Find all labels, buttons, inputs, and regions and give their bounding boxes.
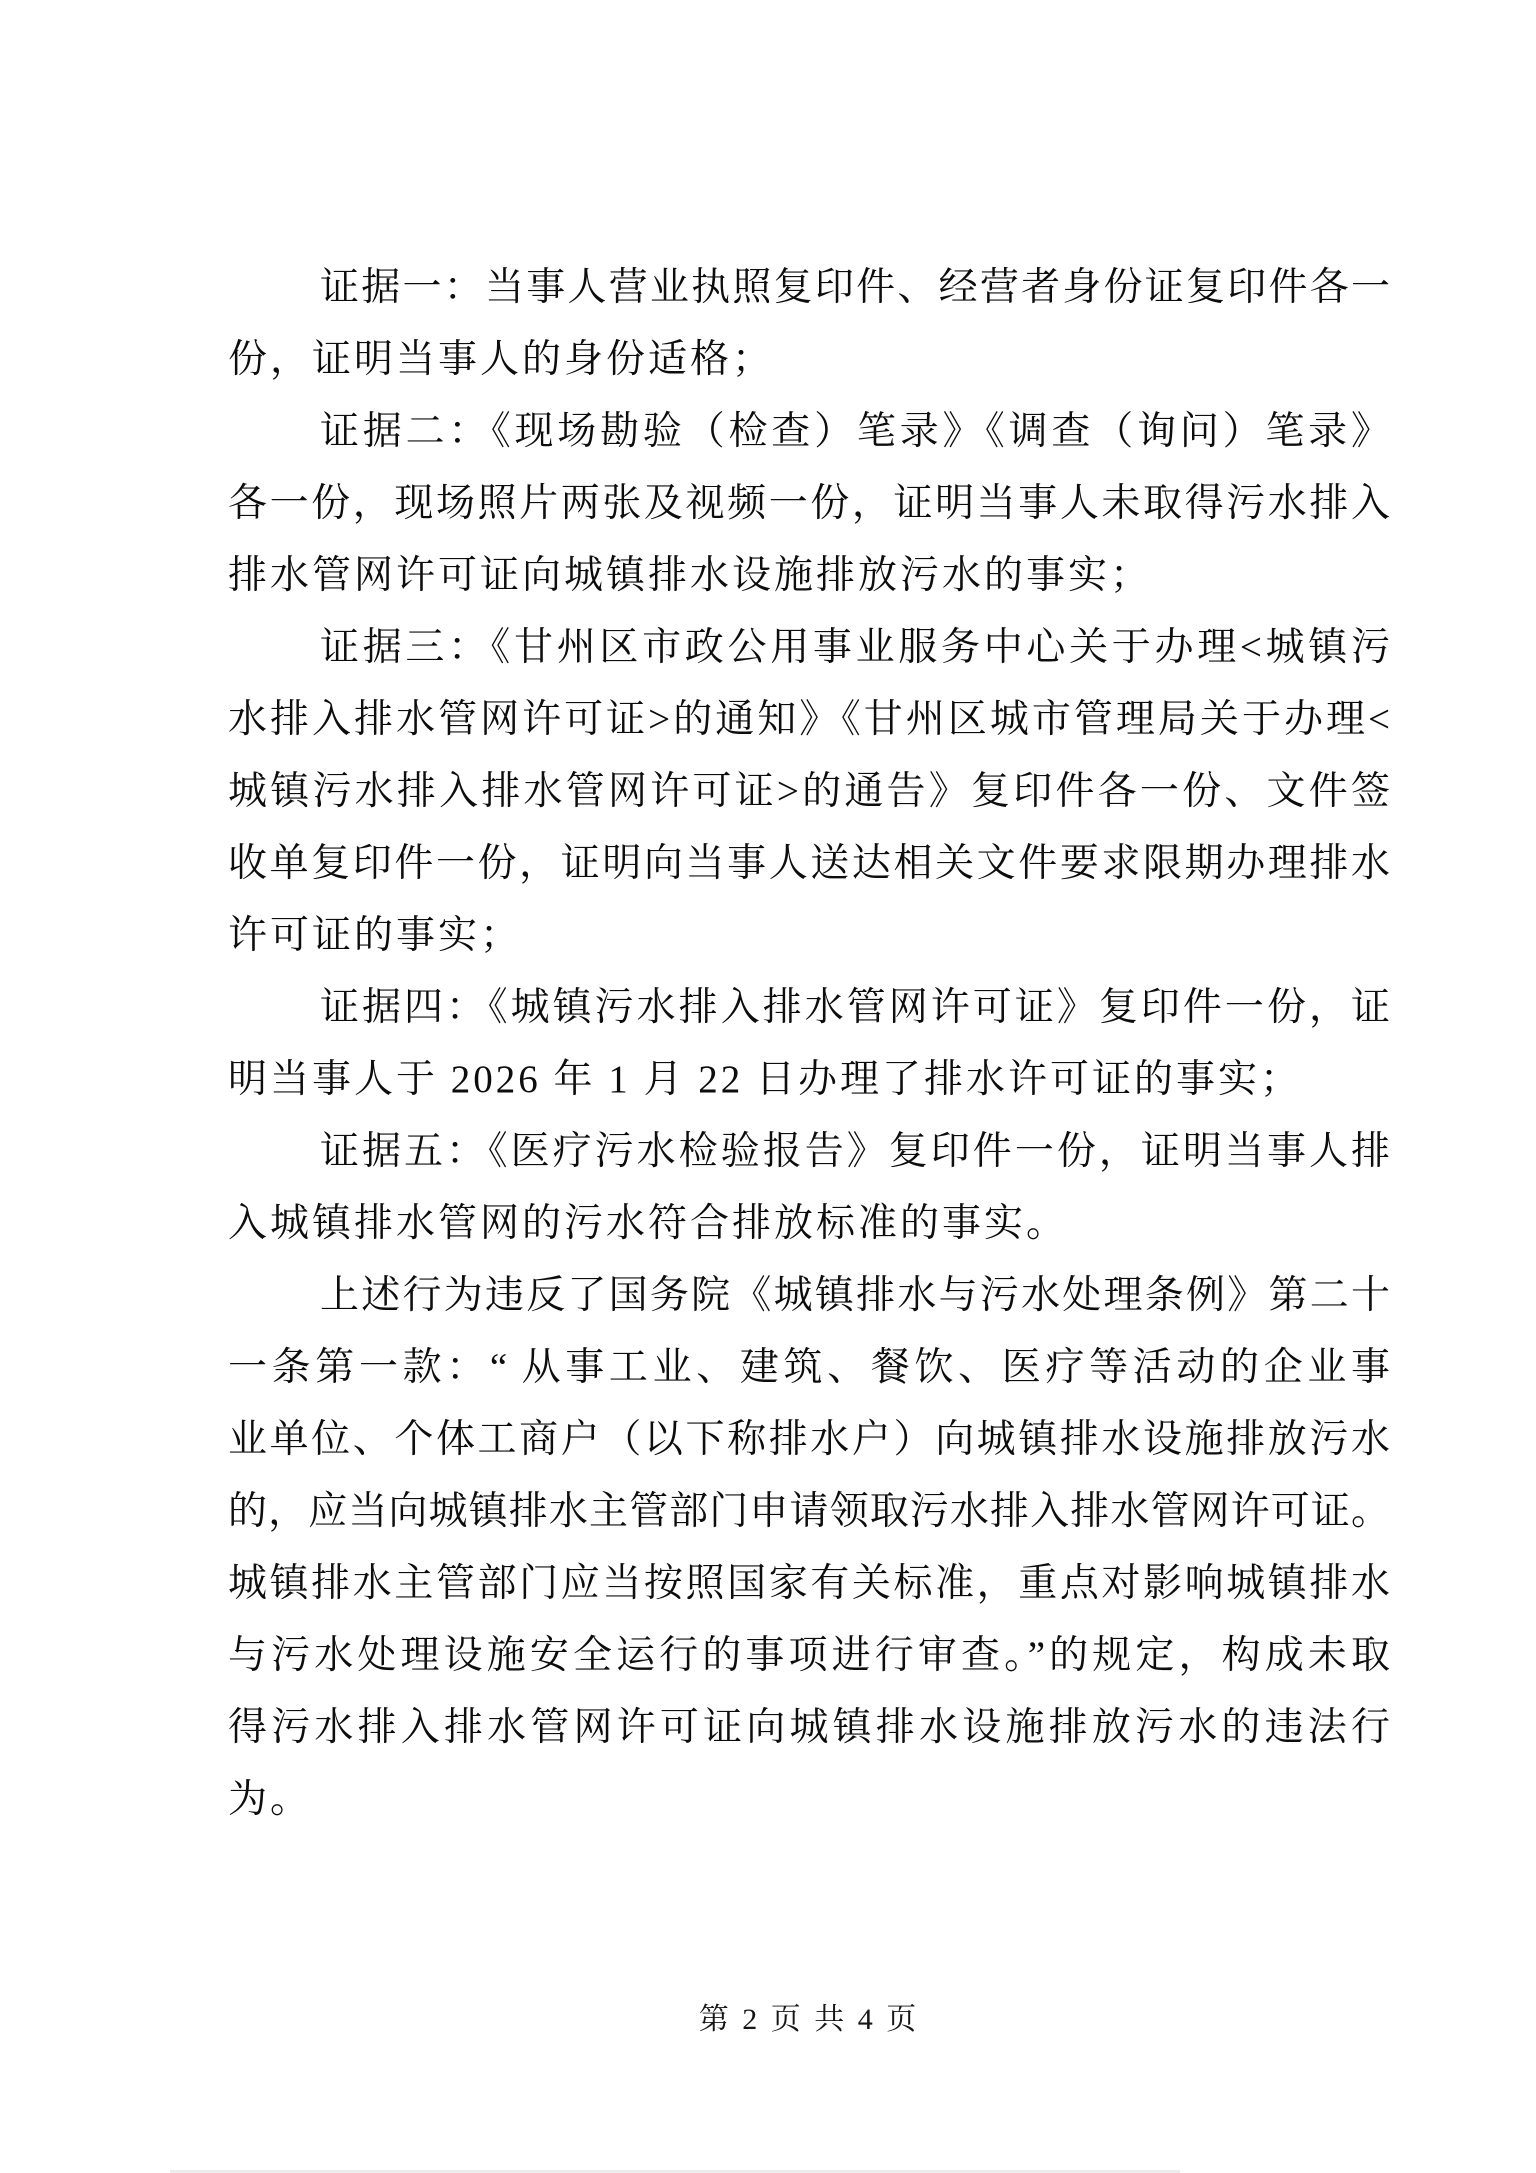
text-line: 证据三：《甘州区市政公用事业服务中心关于办理<城镇污 bbox=[320, 626, 1390, 669]
text-line: 证据二：《现场勘验（检查）笔录》《调查（询问）笔录》 bbox=[320, 410, 1390, 453]
text-line: 的，应当向城镇排水主管部门申请领取污水排入排水管网许可证。 bbox=[228, 1490, 1390, 1533]
text-line: 排水管网许可证向城镇排水设施排放污水的事实； bbox=[228, 554, 1153, 597]
text-line: 上述行为违反了国务院《城镇排水与污水处理条例》第二十 bbox=[320, 1274, 1390, 1317]
text-line: 城镇污水排入排水管网许可证>的通告》复印件各一份、文件签 bbox=[228, 770, 1390, 813]
text-line: 证据四：《城镇污水排入排水管网许可证》复印件一份，证 bbox=[320, 986, 1390, 1029]
document-body bbox=[228, 252, 1390, 1836]
text-line: 得污水排入排水管网许可证向城镇排水设施排放污水的违法行 bbox=[228, 1706, 1390, 1749]
text-line: 证据五：《医疗污水检验报告》复印件一份，证明当事人排 bbox=[320, 1130, 1390, 1173]
text-line: 收单复印件一份，证明向当事人送达相关文件要求限期办理排水 bbox=[228, 842, 1390, 885]
text-line: 各一份，现场照片两张及视频一份，证明当事人未取得污水排入 bbox=[228, 482, 1390, 525]
text-line: 水排入排水管网许可证>的通知》《甘州区城市管理局关于办理< bbox=[228, 698, 1390, 741]
text-line: 份，证明当事人的身份适格； bbox=[228, 338, 775, 381]
text-line: 证据一：当事人营业执照复印件、经营者身份证复印件各一 bbox=[320, 266, 1390, 309]
text-line: 一条第一款：“ 从事工业、建筑、餐饮、医疗等活动的企业事 bbox=[228, 1346, 1390, 1389]
text-line: 城镇排水主管部门应当按照国家有关标准，重点对影响城镇排水 bbox=[228, 1562, 1390, 1605]
text-line: 业单位、个体工商户（以下称排水户）向城镇排水设施排放污水 bbox=[228, 1418, 1390, 1461]
text-line: 为。 bbox=[228, 1778, 313, 1821]
text-line: 许可证的事实； bbox=[228, 914, 523, 957]
text-line: 与污水处理设施安全运行的事项进行审查。”的规定，构成未取 bbox=[228, 1634, 1390, 1677]
text-line: 入城镇排水管网的污水符合排放标准的事实。 bbox=[228, 1202, 1069, 1245]
page-number: 第 2 页 共 4 页 bbox=[698, 2003, 920, 2036]
text-line: 明当事人于 2026 年 1 月 22 日办理了排水许可证的事实； bbox=[228, 1058, 1303, 1101]
